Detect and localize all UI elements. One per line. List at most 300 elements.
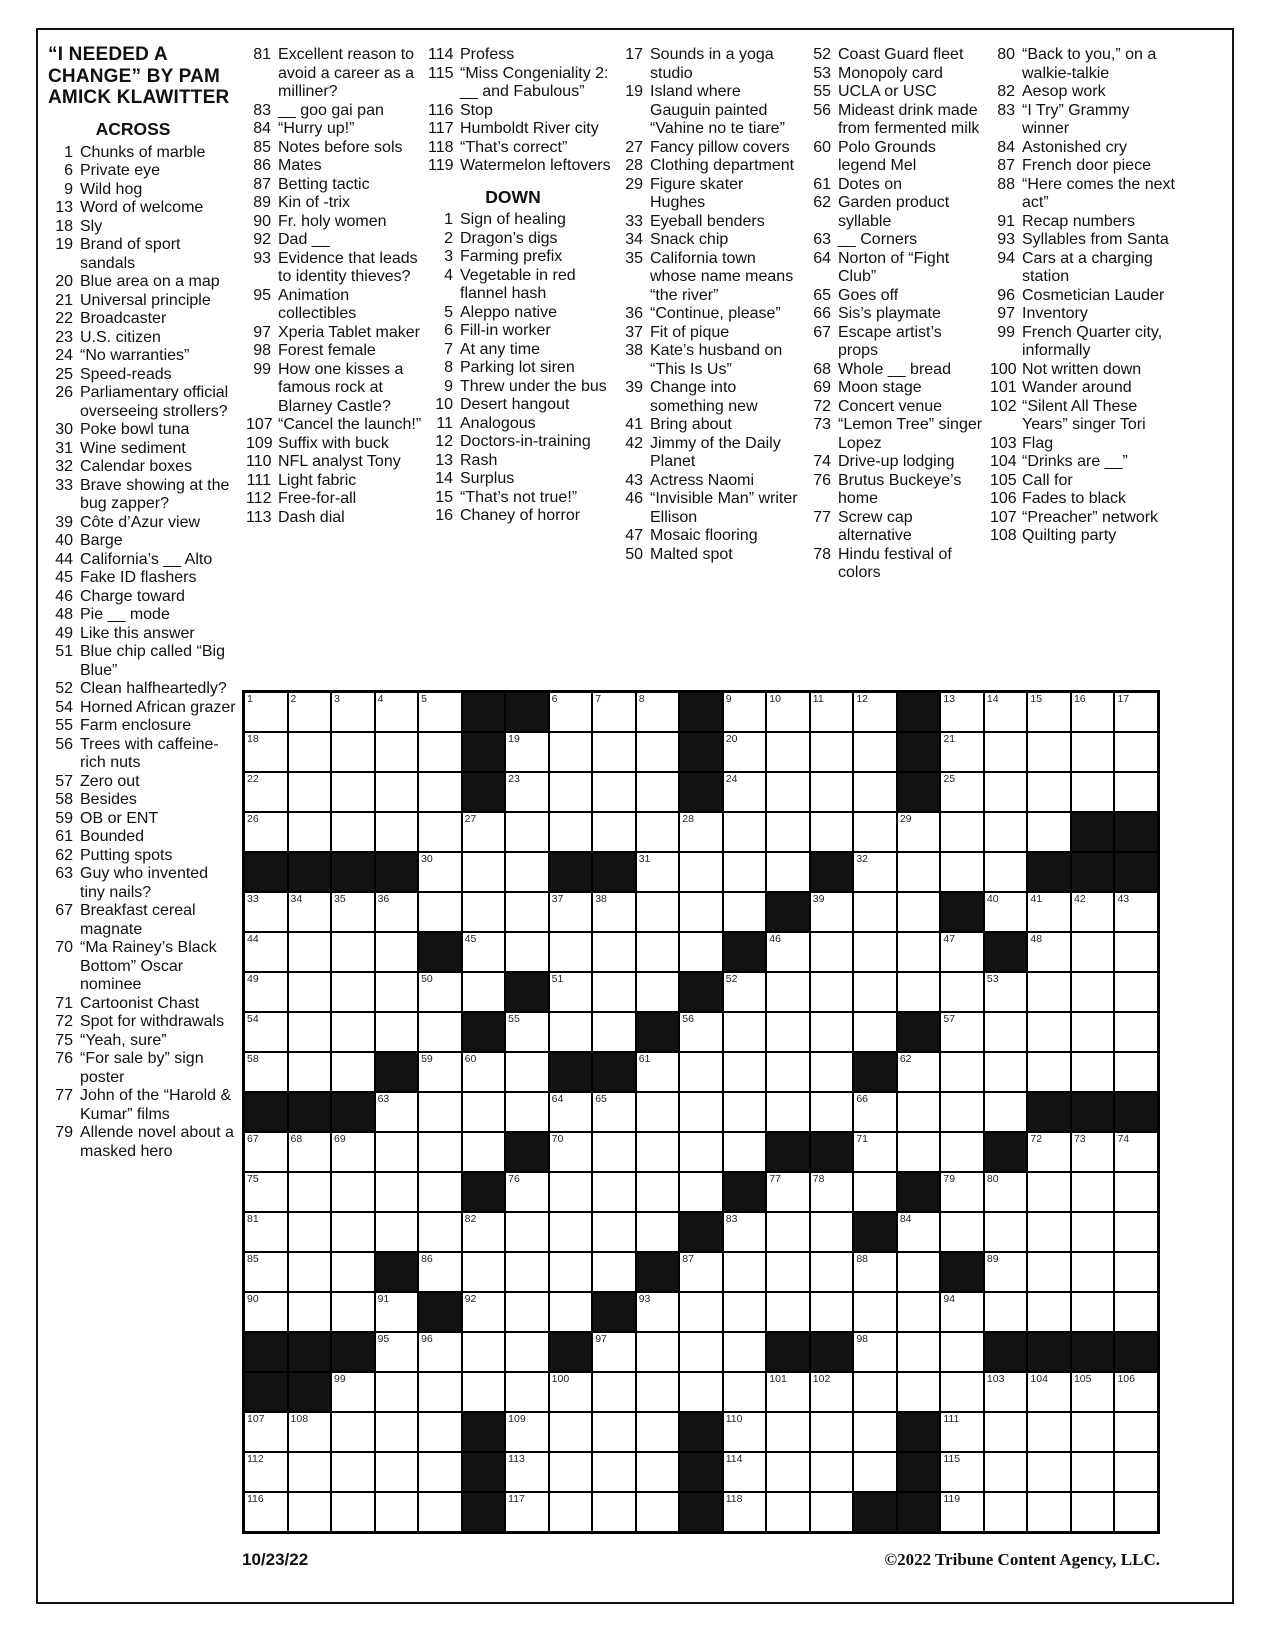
grid-cell[interactable] <box>1114 892 1158 932</box>
grid-cell[interactable] <box>244 1012 288 1052</box>
grid-cell[interactable] <box>766 1172 810 1212</box>
grid-cell[interactable] <box>288 892 332 932</box>
grid-cell[interactable] <box>1071 732 1115 772</box>
grid-cell[interactable] <box>1071 1492 1115 1532</box>
grid-cell[interactable] <box>288 1292 332 1332</box>
grid-cell[interactable] <box>331 772 375 812</box>
grid-cell[interactable] <box>244 692 288 732</box>
grid-cell[interactable] <box>549 892 593 932</box>
grid-cell[interactable] <box>1114 772 1158 812</box>
grid-cell[interactable] <box>549 1172 593 1212</box>
grid-cell[interactable] <box>592 932 636 972</box>
grid-cell[interactable] <box>853 1412 897 1452</box>
grid-cell[interactable] <box>505 1412 549 1452</box>
grid-cell[interactable] <box>288 972 332 1012</box>
grid-cell[interactable] <box>1027 892 1071 932</box>
grid-cell[interactable] <box>1027 1132 1071 1172</box>
grid-cell[interactable] <box>288 1412 332 1452</box>
grid-cell[interactable] <box>897 1252 941 1292</box>
grid-cell[interactable] <box>723 972 767 1012</box>
grid-cell[interactable] <box>940 1132 984 1172</box>
grid-cell[interactable] <box>723 852 767 892</box>
grid-cell[interactable] <box>288 1252 332 1292</box>
grid-cell[interactable] <box>505 732 549 772</box>
grid-cell[interactable] <box>679 932 723 972</box>
grid-cell[interactable] <box>897 1212 941 1252</box>
grid-cell[interactable] <box>505 1292 549 1332</box>
grid-cell[interactable] <box>810 812 854 852</box>
grid-cell[interactable] <box>766 932 810 972</box>
grid-cell[interactable] <box>418 1252 462 1292</box>
grid-cell[interactable] <box>549 812 593 852</box>
grid-cell[interactable] <box>418 1332 462 1372</box>
grid-cell[interactable] <box>331 1052 375 1092</box>
grid-cell[interactable] <box>288 692 332 732</box>
grid-cell[interactable] <box>1027 972 1071 1012</box>
grid-cell[interactable] <box>592 892 636 932</box>
grid-cell[interactable] <box>766 732 810 772</box>
grid-cell[interactable] <box>331 1292 375 1332</box>
grid-cell[interactable] <box>244 732 288 772</box>
grid-cell[interactable] <box>549 1292 593 1332</box>
grid-cell[interactable] <box>505 812 549 852</box>
grid-cell[interactable] <box>288 772 332 812</box>
grid-cell[interactable] <box>723 1252 767 1292</box>
grid-cell[interactable] <box>810 1052 854 1092</box>
grid-cell[interactable] <box>375 1292 419 1332</box>
grid-cell[interactable] <box>1114 1292 1158 1332</box>
grid-cell[interactable] <box>462 932 506 972</box>
grid-cell[interactable] <box>940 932 984 972</box>
grid-cell[interactable] <box>375 892 419 932</box>
grid-cell[interactable] <box>723 772 767 812</box>
grid-cell[interactable] <box>288 1012 332 1052</box>
grid-cell[interactable] <box>940 1412 984 1452</box>
grid-cell[interactable] <box>810 1212 854 1252</box>
grid-cell[interactable] <box>810 1412 854 1452</box>
grid-cell[interactable] <box>462 1372 506 1412</box>
grid-cell[interactable] <box>418 1372 462 1412</box>
grid-cell[interactable] <box>549 1132 593 1172</box>
grid-cell[interactable] <box>418 1492 462 1532</box>
grid-cell[interactable] <box>984 1452 1028 1492</box>
grid-cell[interactable] <box>549 732 593 772</box>
grid-cell[interactable] <box>940 1172 984 1212</box>
grid-cell[interactable] <box>1114 1052 1158 1092</box>
grid-cell[interactable] <box>1114 1012 1158 1052</box>
grid-cell[interactable] <box>766 1012 810 1052</box>
grid-cell[interactable] <box>505 1172 549 1212</box>
grid-cell[interactable] <box>1071 1252 1115 1292</box>
grid-cell[interactable] <box>505 1212 549 1252</box>
grid-cell[interactable] <box>288 1452 332 1492</box>
grid-cell[interactable] <box>462 1212 506 1252</box>
grid-cell[interactable] <box>462 1052 506 1092</box>
grid-cell[interactable] <box>984 892 1028 932</box>
grid-cell[interactable] <box>679 892 723 932</box>
grid-cell[interactable] <box>636 1292 680 1332</box>
grid-cell[interactable] <box>1114 1412 1158 1452</box>
grid-cell[interactable] <box>766 812 810 852</box>
grid-cell[interactable] <box>984 1012 1028 1052</box>
grid-cell[interactable] <box>810 772 854 812</box>
grid-cell[interactable] <box>375 1172 419 1212</box>
grid-cell[interactable] <box>940 1292 984 1332</box>
grid-cell[interactable] <box>810 732 854 772</box>
grid-cell[interactable] <box>984 1212 1028 1252</box>
grid-cell[interactable] <box>331 1212 375 1252</box>
grid-cell[interactable] <box>1114 1252 1158 1292</box>
grid-cell[interactable] <box>1071 1012 1115 1052</box>
grid-cell[interactable] <box>1114 732 1158 772</box>
grid-cell[interactable] <box>1027 732 1071 772</box>
grid-cell[interactable] <box>462 1132 506 1172</box>
grid-cell[interactable] <box>418 1012 462 1052</box>
grid-cell[interactable] <box>331 1372 375 1412</box>
grid-cell[interactable] <box>940 812 984 852</box>
grid-cell[interactable] <box>897 1052 941 1092</box>
grid-cell[interactable] <box>505 1372 549 1412</box>
grid-cell[interactable] <box>679 1092 723 1132</box>
grid-cell[interactable] <box>766 692 810 732</box>
grid-cell[interactable] <box>331 1452 375 1492</box>
grid-cell[interactable] <box>636 1372 680 1412</box>
grid-cell[interactable] <box>418 812 462 852</box>
grid-cell[interactable] <box>549 1212 593 1252</box>
grid-cell[interactable] <box>723 1212 767 1252</box>
grid-cell[interactable] <box>375 1452 419 1492</box>
grid-cell[interactable] <box>244 812 288 852</box>
grid-cell[interactable] <box>331 1172 375 1212</box>
grid-cell[interactable] <box>375 1212 419 1252</box>
grid-cell[interactable] <box>375 1372 419 1412</box>
grid-cell[interactable] <box>375 1092 419 1132</box>
grid-cell[interactable] <box>462 972 506 1012</box>
grid-cell[interactable] <box>984 1092 1028 1132</box>
grid-cell[interactable] <box>810 1092 854 1132</box>
grid-cell[interactable] <box>244 972 288 1012</box>
grid-cell[interactable] <box>897 1372 941 1412</box>
grid-cell[interactable] <box>636 1412 680 1452</box>
grid-cell[interactable] <box>723 1492 767 1532</box>
grid-cell[interactable] <box>418 1412 462 1452</box>
grid-cell[interactable] <box>549 772 593 812</box>
grid-cell[interactable] <box>549 1452 593 1492</box>
grid-cell[interactable] <box>940 1452 984 1492</box>
grid-cell[interactable] <box>636 1172 680 1212</box>
grid-cell[interactable] <box>375 1132 419 1172</box>
grid-cell[interactable] <box>244 1052 288 1092</box>
grid-cell[interactable] <box>592 1172 636 1212</box>
grid-cell[interactable] <box>679 852 723 892</box>
grid-cell[interactable] <box>288 812 332 852</box>
grid-cell[interactable] <box>723 1012 767 1052</box>
grid-cell[interactable] <box>853 1132 897 1172</box>
grid-cell[interactable] <box>897 972 941 1012</box>
grid-cell[interactable] <box>1114 692 1158 732</box>
grid-cell[interactable] <box>636 812 680 852</box>
grid-cell[interactable] <box>897 1132 941 1172</box>
grid-cell[interactable] <box>853 972 897 1012</box>
grid-cell[interactable] <box>810 1292 854 1332</box>
grid-cell[interactable] <box>766 972 810 1012</box>
grid-cell[interactable] <box>636 772 680 812</box>
grid-cell[interactable] <box>636 1492 680 1532</box>
grid-cell[interactable] <box>331 1012 375 1052</box>
grid-cell[interactable] <box>810 1252 854 1292</box>
grid-cell[interactable] <box>1071 1052 1115 1092</box>
grid-cell[interactable] <box>679 1172 723 1212</box>
grid-cell[interactable] <box>1114 972 1158 1012</box>
grid-cell[interactable] <box>1027 1012 1071 1052</box>
grid-cell[interactable] <box>1114 1452 1158 1492</box>
grid-cell[interactable] <box>1027 1172 1071 1212</box>
grid-cell[interactable] <box>1027 1252 1071 1292</box>
grid-cell[interactable] <box>984 1172 1028 1212</box>
grid-cell[interactable] <box>636 852 680 892</box>
grid-cell[interactable] <box>897 1332 941 1372</box>
grid-cell[interactable] <box>636 892 680 932</box>
grid-cell[interactable] <box>244 1252 288 1292</box>
grid-cell[interactable] <box>1027 1292 1071 1332</box>
grid-cell[interactable] <box>505 1492 549 1532</box>
grid-cell[interactable] <box>940 1092 984 1132</box>
grid-cell[interactable] <box>940 972 984 1012</box>
grid-cell[interactable] <box>679 1372 723 1412</box>
grid-cell[interactable] <box>592 1212 636 1252</box>
grid-cell[interactable] <box>505 1252 549 1292</box>
grid-cell[interactable] <box>505 892 549 932</box>
grid-cell[interactable] <box>244 1292 288 1332</box>
grid-cell[interactable] <box>375 772 419 812</box>
grid-cell[interactable] <box>679 1012 723 1052</box>
grid-cell[interactable] <box>505 852 549 892</box>
grid-cell[interactable] <box>418 772 462 812</box>
grid-cell[interactable] <box>853 772 897 812</box>
grid-cell[interactable] <box>723 1372 767 1412</box>
grid-cell[interactable] <box>940 1052 984 1092</box>
grid-cell[interactable] <box>1027 812 1071 852</box>
grid-cell[interactable] <box>636 1332 680 1372</box>
grid-cell[interactable] <box>679 812 723 852</box>
grid-cell[interactable] <box>1071 1372 1115 1412</box>
grid-cell[interactable] <box>505 932 549 972</box>
grid-cell[interactable] <box>853 1012 897 1052</box>
grid-cell[interactable] <box>853 892 897 932</box>
grid-cell[interactable] <box>723 1292 767 1332</box>
grid-cell[interactable] <box>853 1452 897 1492</box>
grid-cell[interactable] <box>592 772 636 812</box>
grid-cell[interactable] <box>897 852 941 892</box>
grid-cell[interactable] <box>1027 692 1071 732</box>
grid-cell[interactable] <box>375 1492 419 1532</box>
grid-cell[interactable] <box>810 892 854 932</box>
grid-cell[interactable] <box>723 1092 767 1132</box>
grid-cell[interactable] <box>984 1292 1028 1332</box>
grid-cell[interactable] <box>331 972 375 1012</box>
grid-cell[interactable] <box>810 1172 854 1212</box>
grid-cell[interactable] <box>636 972 680 1012</box>
grid-cell[interactable] <box>505 1012 549 1052</box>
grid-cell[interactable] <box>244 1452 288 1492</box>
grid-cell[interactable] <box>592 972 636 1012</box>
grid-cell[interactable] <box>418 1052 462 1092</box>
grid-cell[interactable] <box>418 892 462 932</box>
grid-cell[interactable] <box>679 1132 723 1172</box>
grid-cell[interactable] <box>1071 1172 1115 1212</box>
grid-cell[interactable] <box>984 1372 1028 1412</box>
grid-cell[interactable] <box>897 932 941 972</box>
grid-cell[interactable] <box>1027 1492 1071 1532</box>
grid-cell[interactable] <box>1071 1292 1115 1332</box>
grid-cell[interactable] <box>1071 972 1115 1012</box>
grid-cell[interactable] <box>331 732 375 772</box>
grid-cell[interactable] <box>1071 692 1115 732</box>
grid-cell[interactable] <box>331 1492 375 1532</box>
grid-cell[interactable] <box>984 1412 1028 1452</box>
grid-cell[interactable] <box>592 1492 636 1532</box>
grid-cell[interactable] <box>244 932 288 972</box>
grid-cell[interactable] <box>592 812 636 852</box>
grid-cell[interactable] <box>1071 772 1115 812</box>
grid-cell[interactable] <box>592 1332 636 1372</box>
grid-cell[interactable] <box>766 1052 810 1092</box>
grid-cell[interactable] <box>1114 1132 1158 1172</box>
grid-cell[interactable] <box>244 1492 288 1532</box>
grid-cell[interactable] <box>853 852 897 892</box>
grid-cell[interactable] <box>375 1412 419 1452</box>
grid-cell[interactable] <box>375 692 419 732</box>
grid-cell[interactable] <box>462 892 506 932</box>
grid-cell[interactable] <box>1114 1492 1158 1532</box>
grid-cell[interactable] <box>766 1292 810 1332</box>
grid-cell[interactable] <box>1027 1372 1071 1412</box>
grid-cell[interactable] <box>984 1492 1028 1532</box>
grid-cell[interactable] <box>940 1492 984 1532</box>
grid-cell[interactable] <box>505 1332 549 1372</box>
grid-cell[interactable] <box>1114 1172 1158 1212</box>
grid-cell[interactable] <box>723 692 767 732</box>
grid-cell[interactable] <box>418 972 462 1012</box>
grid-cell[interactable] <box>723 1052 767 1092</box>
grid-cell[interactable] <box>679 1292 723 1332</box>
grid-cell[interactable] <box>462 1092 506 1132</box>
grid-cell[interactable] <box>984 772 1028 812</box>
grid-cell[interactable] <box>766 1372 810 1412</box>
grid-cell[interactable] <box>1027 1452 1071 1492</box>
grid-cell[interactable] <box>505 772 549 812</box>
grid-cell[interactable] <box>984 1052 1028 1092</box>
grid-cell[interactable] <box>853 932 897 972</box>
grid-cell[interactable] <box>288 1132 332 1172</box>
grid-cell[interactable] <box>549 932 593 972</box>
grid-cell[interactable] <box>810 1452 854 1492</box>
grid-cell[interactable] <box>636 1132 680 1172</box>
grid-cell[interactable] <box>723 1412 767 1452</box>
grid-cell[interactable] <box>853 1332 897 1372</box>
grid-cell[interactable] <box>853 692 897 732</box>
grid-cell[interactable] <box>1027 1212 1071 1252</box>
grid-cell[interactable] <box>766 1212 810 1252</box>
grid-cell[interactable] <box>288 1212 332 1252</box>
grid-cell[interactable] <box>244 772 288 812</box>
grid-cell[interactable] <box>418 1132 462 1172</box>
grid-cell[interactable] <box>1027 1412 1071 1452</box>
grid-cell[interactable] <box>549 1252 593 1292</box>
grid-cell[interactable] <box>375 932 419 972</box>
grid-cell[interactable] <box>723 892 767 932</box>
grid-cell[interactable] <box>244 1212 288 1252</box>
grid-cell[interactable] <box>331 812 375 852</box>
grid-cell[interactable] <box>462 1332 506 1372</box>
grid-cell[interactable] <box>1071 1452 1115 1492</box>
grid-cell[interactable] <box>897 1092 941 1132</box>
grid-cell[interactable] <box>984 812 1028 852</box>
grid-cell[interactable] <box>375 732 419 772</box>
grid-cell[interactable] <box>1071 932 1115 972</box>
grid-cell[interactable] <box>331 1132 375 1172</box>
grid-cell[interactable] <box>375 1012 419 1052</box>
grid-cell[interactable] <box>1071 1212 1115 1252</box>
grid-cell[interactable] <box>766 1252 810 1292</box>
grid-cell[interactable] <box>723 1132 767 1172</box>
grid-cell[interactable] <box>592 732 636 772</box>
grid-cell[interactable] <box>288 1052 332 1092</box>
grid-cell[interactable] <box>636 932 680 972</box>
grid-cell[interactable] <box>592 1012 636 1052</box>
grid-cell[interactable] <box>1027 772 1071 812</box>
grid-cell[interactable] <box>984 732 1028 772</box>
grid-cell[interactable] <box>549 1012 593 1052</box>
grid-cell[interactable] <box>418 1172 462 1212</box>
grid-cell[interactable] <box>331 932 375 972</box>
grid-cell[interactable] <box>549 1412 593 1452</box>
grid-cell[interactable] <box>897 892 941 932</box>
grid-cell[interactable] <box>244 1412 288 1452</box>
grid-cell[interactable] <box>897 1292 941 1332</box>
grid-cell[interactable] <box>549 1092 593 1132</box>
grid-cell[interactable] <box>853 732 897 772</box>
grid-cell[interactable] <box>375 1332 419 1372</box>
grid-cell[interactable] <box>984 692 1028 732</box>
grid-cell[interactable] <box>984 972 1028 1012</box>
grid-cell[interactable] <box>940 852 984 892</box>
grid-cell[interactable] <box>331 692 375 732</box>
grid-cell[interactable] <box>418 692 462 732</box>
grid-cell[interactable] <box>462 1252 506 1292</box>
grid-cell[interactable] <box>288 732 332 772</box>
grid-cell[interactable] <box>462 852 506 892</box>
grid-cell[interactable] <box>1114 1212 1158 1252</box>
grid-cell[interactable] <box>984 1252 1028 1292</box>
grid-cell[interactable] <box>592 1092 636 1132</box>
grid-cell[interactable] <box>897 812 941 852</box>
grid-cell[interactable] <box>636 1452 680 1492</box>
grid-cell[interactable] <box>375 812 419 852</box>
grid-cell[interactable] <box>853 1252 897 1292</box>
grid-cell[interactable] <box>679 1332 723 1372</box>
grid-cell[interactable] <box>244 1132 288 1172</box>
grid-cell[interactable] <box>505 1092 549 1132</box>
grid-cell[interactable] <box>288 1172 332 1212</box>
grid-cell[interactable] <box>940 1372 984 1412</box>
grid-cell[interactable] <box>636 1052 680 1092</box>
grid-cell[interactable] <box>766 1492 810 1532</box>
grid-cell[interactable] <box>766 1412 810 1452</box>
grid-cell[interactable] <box>592 1452 636 1492</box>
grid-cell[interactable] <box>810 932 854 972</box>
grid-cell[interactable] <box>766 772 810 812</box>
